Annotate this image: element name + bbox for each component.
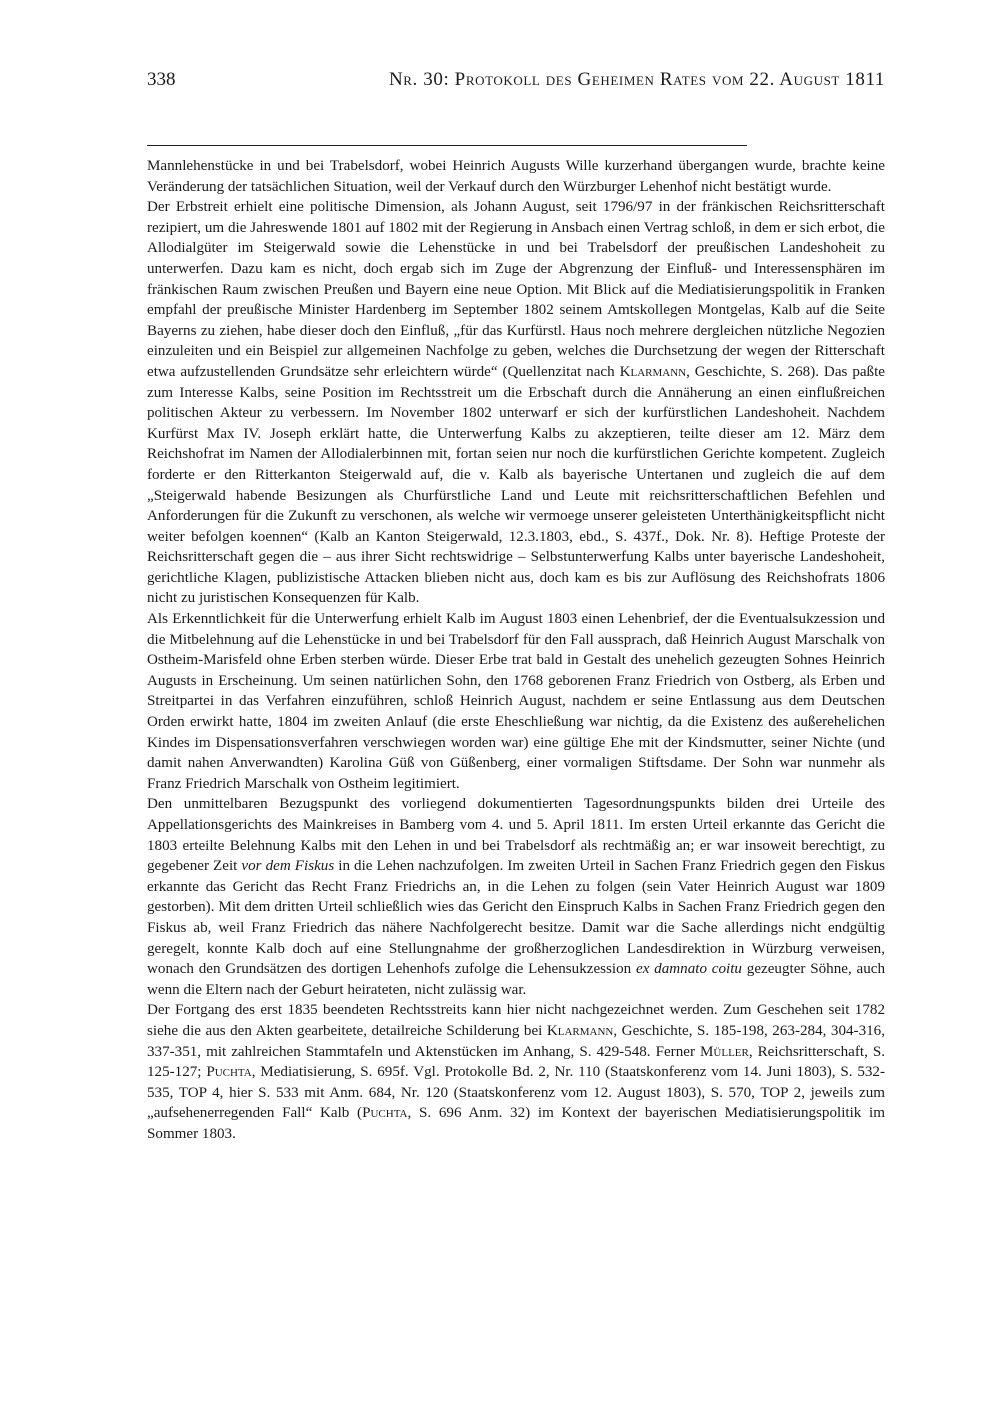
text-run: , Reichsritterschaft, S. 125-127; <box>147 1043 886 1081</box>
page-number: 338 <box>147 69 176 90</box>
author-name: Puchta <box>362 1105 408 1122</box>
footnote-paragraph-5 <box>147 1000 885 1144</box>
text-run: , Geschichte, S. 185-198, 263-284, 304-316, 337-351, mit zahlreichen Stammtafeln und Aktenstücken im Anhang, S. 429-548. Ferner <box>147 1022 885 1060</box>
author-name: Puchta <box>206 1064 252 1081</box>
text-run: Der Fortgang des erst 1835 beendeten Rechtsstreits kann hier nicht nachgezeichnet werden. Zum Geschehen seit 1782 siehe die aus den Akten gearbeitete, detailreiche Schilderung bei <box>147 1002 885 1039</box>
text-run: Als Erkenntlichkeit für die Unterwerfung erhielt Kalb im August 1803 einen Lehenbrief, der die Eventualsukzession und die Mitbelehnung auf die Lehenstücke in und bei Trabelsdorf für den Fall aussprach, daß Heinrich August Marschalk von Ostheim-Marisfeld ohne Erben sterben würde. Dieser Erbe trat bald in Gestalt des unehelich gezeugten Sohnes Heinrich Augusts in Erscheinung. Um seinen natürlichen Sohn, den 1768 geborenen Franz Friedrich von Ostberg, als Erben und Streitpartei in das Verfahren einzuführen, schloß Heinrich August, nachdem er seine Entlassung aus dem Deutschen Orden erwirkt hatte, 1804 im zweiten Anlauf (die erste Eheschließung war nichtig, da die Existenz des außerehelichen Kindes im Dispensationsverfahren verschwiegen worden war) eine gültige Ehe mit der Kindsmutter, seiner Nichte (und damit nahen Anverwandten) Karolina Güß von Güßenberg, einer vormaligen Stiftsdame. Der Sohn war nunmehr als Franz Friedrich Marschalk von Ostheim legitimiert. <box>147 611 885 792</box>
footnote-paragraph-2 <box>147 197 885 609</box>
text-run: , S. 696 Anm. 32) im Kontext der bayerischen Mediatisierungspolitik im Sommer 1803. <box>147 1105 885 1142</box>
footnote-divider <box>147 145 747 146</box>
text-run: in die Lehen nachzufolgen. Im zweiten Urteil in Sachen Franz Friedrich gegen den Fiskus erkannte das Gericht das Recht Franz Friedrichs an, in die Lehen zu folgen (sein Vater Heinrich August war 1809 gestorben). Mit dem dritten Urteil schließlich wies das Gericht den Einspruch Kalbs in Sachen Franz Friedrich gegen den Fiskus ab, weil Franz Friedrich das nähere Nachfolgerecht besitze. Damit war die Sache allerdings nicht endgültig geregelt, konnte Kalb doch auf eine Stellungnahme der großherzoglichen Landesdirektion in Würzburg verweisen, wonach den Grundsätzen des dortigen Lehenhofs zufolge die Lehensukzession <box>147 858 885 978</box>
footnote-paragraph-1 <box>147 156 885 197</box>
latin-term: vor dem Fiskus <box>241 858 335 875</box>
author-name: Müller <box>699 1043 749 1060</box>
text-run: Der Erbstreit erhielt eine politische Dimension, als Johann August, seit 1796/97 in der fränkischen Reichsritterschaft rezipiert, um die Jahreswende 1801 auf 1802 mit der Regierung in Ansbach einen Vertrag schloß, in dem er sich erbot, die Allodialgüter im Steigerwald sowie die Lehenstücke in und bei Trabelsdorf der preußischen Landeshoheit zu unterwerfen. Dazu kam es nicht, doch ergab sich im Zuge der Abgrenzung der Einfluß- und Interessensphären im fränkischen Raum zwischen Preußen und Bayern eine neue Option. Mit Blick auf die Mediatisierungspolitik in Franken empfahl der preußische Minister Hardenberg im September 1802 seinem Amtskollegen Montgelas, Kalb auf die Seite Bayerns zu ziehen, habe dieser doch den Einfluß, „für das Kurfürstl. Haus noch mehrere dergleichen nützliche Negozien einzuleiten und ein Beispiel zur allgemeinen Nachfolge zu geben, welches die Durchsetzung der wegen der Ritterschaft etwa aufzustellenden Grundsätze sehr erleichtern würde“ (Quellenzitat nach <box>147 199 885 380</box>
text-run: , Mediatisierung, S. 695f. Vgl. Protokolle Bd. 2, Nr. 110 (Staatskonferenz vom 14. Juni 1803), S. 532-535, TOP 4, hier S. 533 mit Anm. 684, Nr. 120 (Staatskonferenz vom 12. August 1803), S. 570, TOP 2, jeweils zum „aufsehenerregenden Fall“ Kalb ( <box>147 1064 885 1122</box>
page-header <box>147 66 885 94</box>
text-run: Mannlehenstücke in und bei Trabelsdorf, wobei Heinrich Augusts Wille kurzerhand übergangen wurde, brachte keine Veränderung der tatsächlichen Situation, weil der Verkauf durch den Würzburger Lehenhof nicht bestätigt wurde. <box>147 158 885 195</box>
latin-term: ex damnato coitu <box>636 961 742 978</box>
footnote-body <box>147 156 885 1145</box>
footnote-paragraph-3 <box>147 609 885 794</box>
text-run: Den unmittelbaren Bezugspunkt des vorliegend dokumentierten Tagesordnungspunkts bilden drei Urteile des Appellationsgerichts des Mainkreises in Bamberg vom 4. und 5. April 1811. Im ersten Urteil erkannte das Gericht die 1803 erteilte Belehnung Kalbs mit den Lehen in und bei Trabelsdorf als rechtmäßig an; er war insoweit berechtigt, zu gegebener Zeit <box>147 796 885 875</box>
text-run: gezeugter Söhne, auch wenn die Eltern nach der Geburt heirateten, nicht zulässig war. <box>147 961 885 998</box>
author-name: Klarmann <box>619 363 687 380</box>
running-title: Nr. 30: Protokoll des Geheimen Rates vom 22. August 1811 <box>388 69 885 90</box>
text-run: , Geschichte, S. 268). Das paßte zum Interesse Kalbs, seine Position im Rechtsstreit um die Erbschaft durch die Annäherung an einen einflußreichen politischen Akteur zu verbessern. Im November 1802 unterwarf er sich der kurfürstlichen Landeshoheit. Nachdem Kurfürst Max IV. Joseph erklärt hatte, die Unterwerfung Kalbs zu akzeptieren, teilte dieser am 12. März dem Reichshofrat im Namen der Allodialerbinnen mit, fortan seien nur noch die kurfürstlichen Gerichte kompetent. Zugleich forderte er den Ritterkanton Steigerwald auf, die v. Kalb als bayerische Untertanen und zugleich die auf dem „Steigerwald habende Besizungen als Churfürstliche Land und Leute mit reichsritterschaftlichen Befehlen und Anforderungen für die Zukunft zu verschonen, als welche wir vermoege unserer geleisteten Unterthänigkeitspflicht nicht weiter befolgen koennen“ (Kalb an Kanton Steigerwald, 12.3.1803, ebd., S. 437f., Dok. Nr. 8). Heftige Proteste der Reichsritterschaft gegen die – aus ihrer Sicht rechtswidrige – Selbstunterwerfung Kalbs unter bayerische Landeshoheit, gerichtliche Klagen, publizistische Attacken blieben nicht aus, doch kam es bis zur Auflösung des Reichshofrats 1806 nicht zu juristischen Konsequenzen für Kalb. <box>147 363 886 607</box>
footnote-paragraph-4 <box>147 794 885 1000</box>
author-name: Klarmann <box>546 1022 614 1039</box>
